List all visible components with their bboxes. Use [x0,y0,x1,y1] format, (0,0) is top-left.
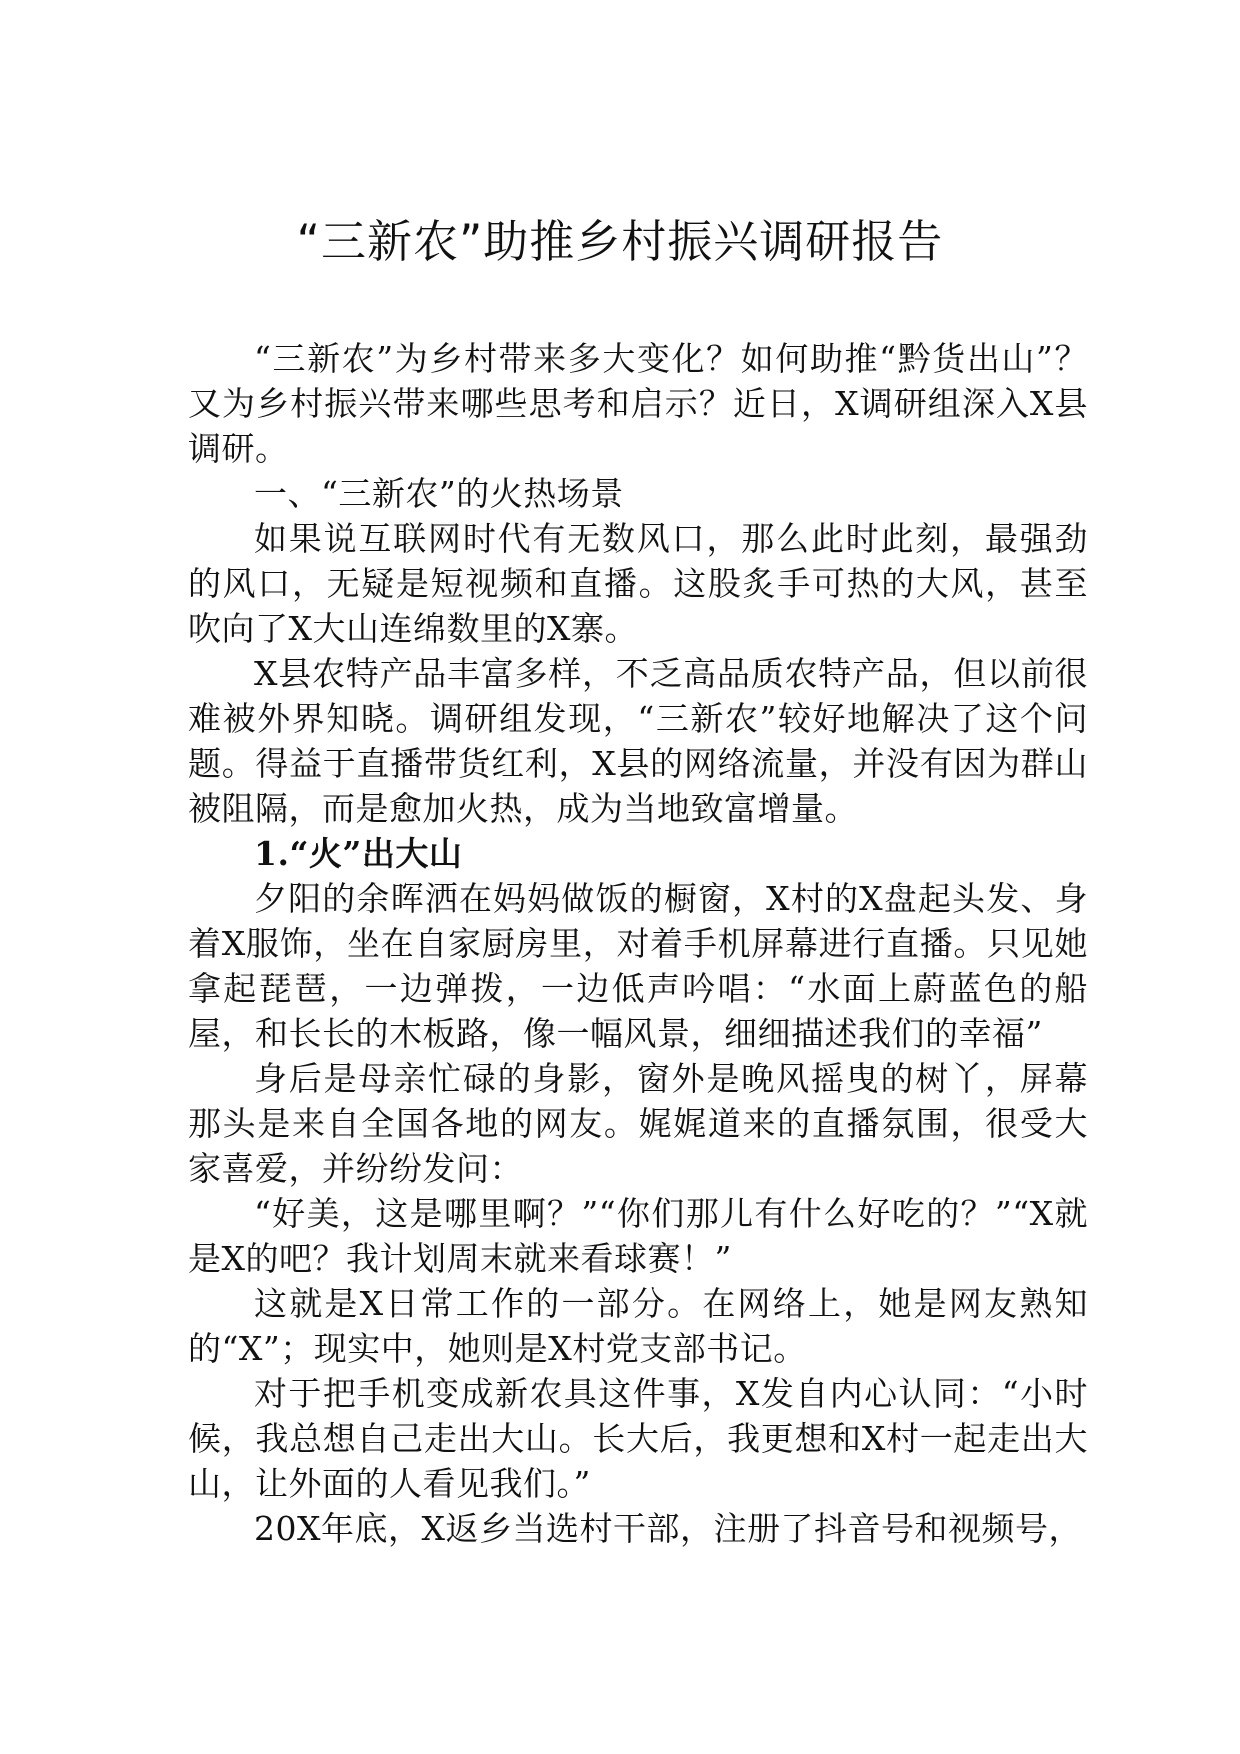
body-paragraph: 如果说互联网时代有无数风口，那么此时此刻，最强劲的风口，无疑是短视频和直播。这股炙手可热的大风，甚至吹向了X大山连绵数里的X寨。 [188,519,1088,648]
body-paragraph: 身后是母亲忙碌的身影，窗外是晚风摇曳的树丫，屏幕那头是来自全国各地的网友。娓娓道来的直播氛围，很受大家喜爱，并纷纷发问： [188,1059,1088,1188]
quote-paragraph: “好美，这是哪里啊？”“你们那儿有什么好吃的？”“X就是X的吧？我计划周末就来看球赛！” [188,1194,1088,1278]
body-paragraph: X县农特产品丰富多样，不乏高品质农特产品，但以前很难被外界知晓。调研组发现，“三新农”较好地解决了这个问题。得益于直播带货红利，X县的网络流量，并没有因为群山被阻隔，而是愈加火热，成为当地致富增量。 [188,654,1088,828]
body-paragraph: 这就是X日常工作的一部分。在网络上，她是网友熟知的“X”；现实中，她则是X村党支部书记。 [188,1284,1088,1368]
body-paragraph: 夕阳的余晖洒在妈妈做饭的橱窗，X村的X盘起头发、身着X服饰，坐在自家厨房里，对着手机屏幕进行直播。只见她拿起琵琶，一边弹拨，一边低声吟唱：“水面上蔚蓝色的船屋，和长长的木板路，像一幅风景，细细描述我们的幸福” [188,879,1088,1053]
document-body [188,336,1088,1551]
document-title: “三新农”助推乡村振兴调研报告 [296,215,944,268]
body-paragraph: 20X年底，X返乡当选村干部，注册了抖音号和视频号， [254,1509,1082,1548]
subsection-heading: 1.“火”出大山 [254,834,463,873]
body-paragraph: 对于把手机变成新农具这件事，X发自内心认同：“小时候，我总想自己走出大山。长大后，我更想和X村一起走出大山，让外面的人看见我们。” [188,1374,1088,1503]
section-heading: 一、“三新农”的火热场景 [254,474,624,513]
intro-paragraph: “三新农”为乡村带来多大变化？如何助推“黔货出山”？又为乡村振兴带来哪些思考和启示？近日，X调研组深入X县调研。 [188,339,1088,468]
